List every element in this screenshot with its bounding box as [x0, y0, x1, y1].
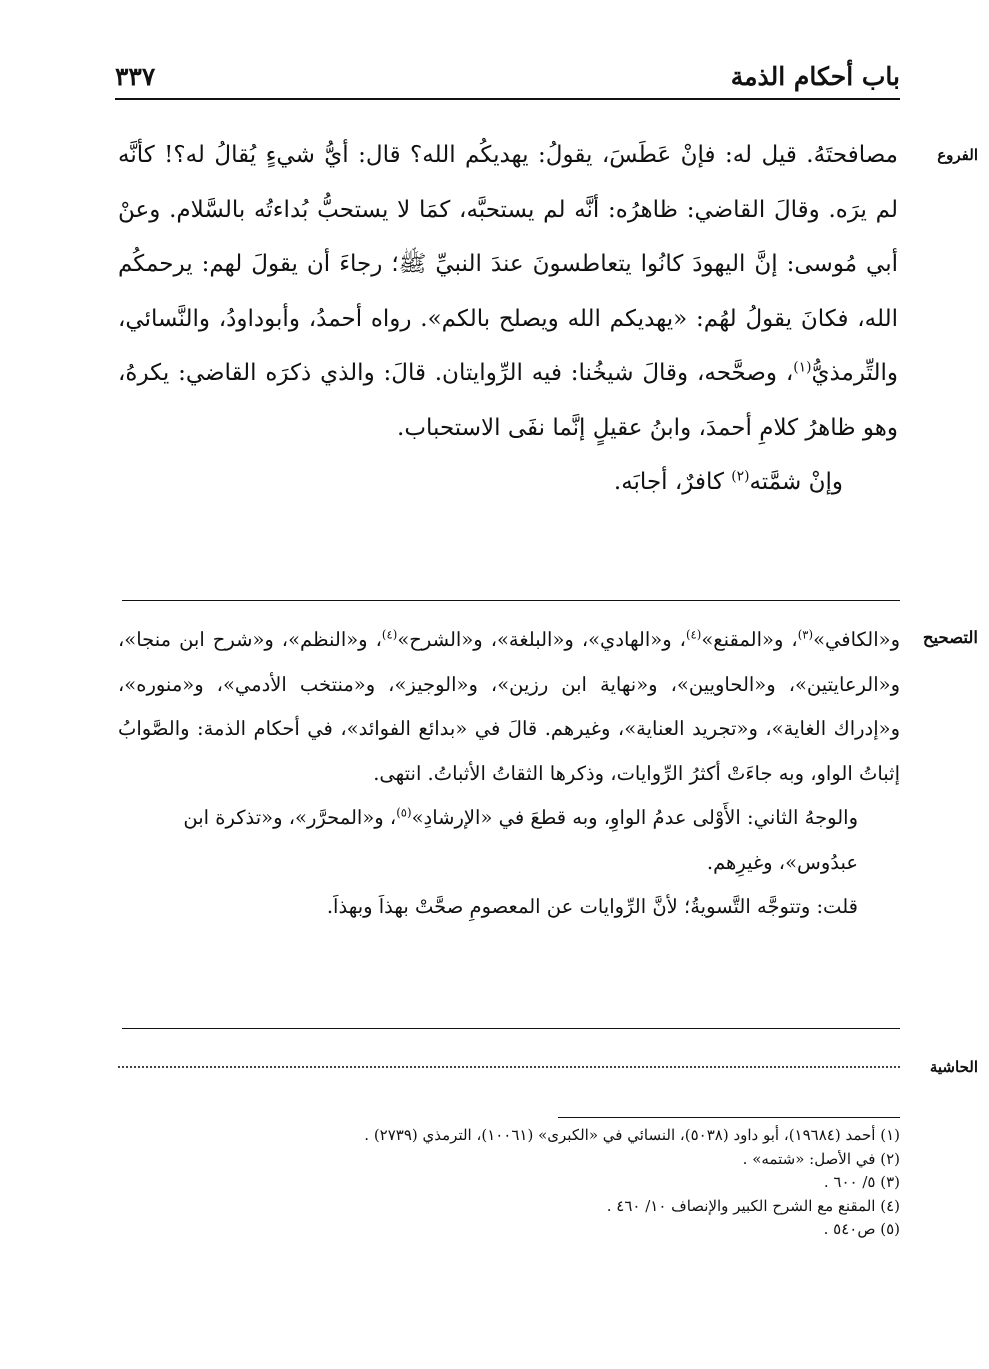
margin-label-tashih: التصحيح: [922, 628, 978, 647]
main-text: [118, 128, 898, 510]
main-paragraph-2: [118, 455, 898, 510]
footnote-item: (٢) في الأصل: «شتمه» .: [742, 1149, 900, 1168]
main-paragraph-2-text-a: وإنْ شمَّته: [749, 469, 843, 495]
tashih-paragraph-2: [118, 796, 900, 885]
tashih-paragraph-1: [118, 618, 900, 796]
page-number: ٣٣٧: [115, 62, 156, 91]
margin-label-hashiya: الحاشية: [929, 1058, 978, 1076]
chapter-title: باب أحكام الذمة: [730, 62, 900, 91]
tashih-text-b: ، و«المقنع»: [701, 628, 798, 651]
footnote-item: (٤) المقنع مع الشرح الكبير والإنصاف ١٠/ ٤٦٠ .: [606, 1196, 900, 1215]
main-paragraph-text: مصافحتَهُ. قيل له: فإنْ عَطَسَ، يقولُ: يهديكُم الله؟ قال: أيُّ شيءٍ يُقالُ له؟! كأنَّه لم يرَه. وقالَ القاضي: ظاهرُه: أنَّه لم يستحبَّه، كمَا لا يستحبُّ بُداءتُه بالسَّلام. وعنْ أبي مُوسى: إنَّ اليهودَ كانُوا يتعاطسونَ عندَ النبيِّ ﷺ؛ رجاءَ أن يقولَ لهم: يرحمكُم الله، فكانَ يقولُ لهُم: «يهديكم الله ويصلح بالكم». رواه أحمدُ، وأبوداودُ، والنَّسائي، والتِّرمذيُّ: [118, 142, 898, 386]
tashih-paragraph-3: قلت: وتتوجَّه التَّسويةُ؛ لأنَّ الرِّوايات عن المعصومِ صحَّتْ بهذاَ وبهذاَ.: [326, 895, 858, 918]
tashih-text-c: ، و«الهادي»، و«البلغة»، و«الشرح»: [397, 628, 686, 651]
footnote-ref-1: (١): [793, 359, 812, 376]
footnote-item: (١) أحمد (١٩٦٨٤)، أبو داود (٥٠٣٨)، النسائي في «الكبرى» (١٠٠٦١)، الترمذي (٢٧٣٩) .: [364, 1126, 900, 1144]
tashih-text-2b: ، و«المحرَّر»، و«تذكرة ابن عبدُوس»، وغيرِهم.: [183, 806, 858, 874]
footnote-item: (٣) ٥/ ٦٠٠ .: [823, 1173, 900, 1191]
footnote-ref-2: (٢): [731, 468, 750, 485]
section-divider: [122, 600, 900, 601]
margin-label-furu: الفروع: [937, 146, 978, 164]
tashih-text-d: ، و«النظم»، و«شرح ابن منجا»، و«الرعايتين»، و«الحاويين»، و«نهاية ابن رزين»، و«الوجيز»، و«منتخب الأدمي»، و«منوره»، و«إدراك الغاية»، و«تجريد العناية»، وغيرهم. قالَ في «بدائع الفوائد»، في أحكام الذمة: والصَّوابُ إثباتُ الواو، وبه جاءَتْ أكثرُ الرِّوايات، وذكرها الثقاتُ الأثباتُ. انتهى.: [118, 628, 900, 785]
tashih-text-a: و«الكافي»: [813, 628, 901, 651]
main-paragraph-2-text-b: كافرٌ، أجابَه.: [613, 469, 732, 495]
main-paragraph: [118, 128, 898, 455]
page-header: [115, 62, 900, 96]
footnote-ref-3: (٣): [797, 627, 814, 642]
tashih-text: [118, 618, 900, 930]
header-rule: [115, 98, 900, 100]
footnote-rule: [558, 1117, 900, 1118]
section-divider-2: [122, 1028, 900, 1029]
footnote-ref-5: (٥): [396, 805, 412, 820]
footnote-item: (٥) ص٥٤٠ .: [823, 1220, 900, 1238]
footnote-ref-4b: (٤): [381, 627, 398, 642]
footnote-ref-4a: (٤): [685, 627, 702, 642]
footnotes: [118, 1124, 900, 1242]
main-paragraph-tail: ، وصحَّحه، وقالَ شيخُنا: فيه الرِّوايتان. قالَ: والذي ذكرَه القاضي: يكرهُ، وهو ظاهرُ كلامِ أحمدَ، وابنُ عقيلٍ إنَّما نفَى الاستحباب.: [118, 360, 898, 441]
tashih-text-2a: والوجهُ الثاني: الأَوْلى عدمُ الواوِ، وبه قطعَ في «الإرشادِ»: [411, 806, 858, 829]
hashiya-dotted-line: [118, 1066, 900, 1068]
